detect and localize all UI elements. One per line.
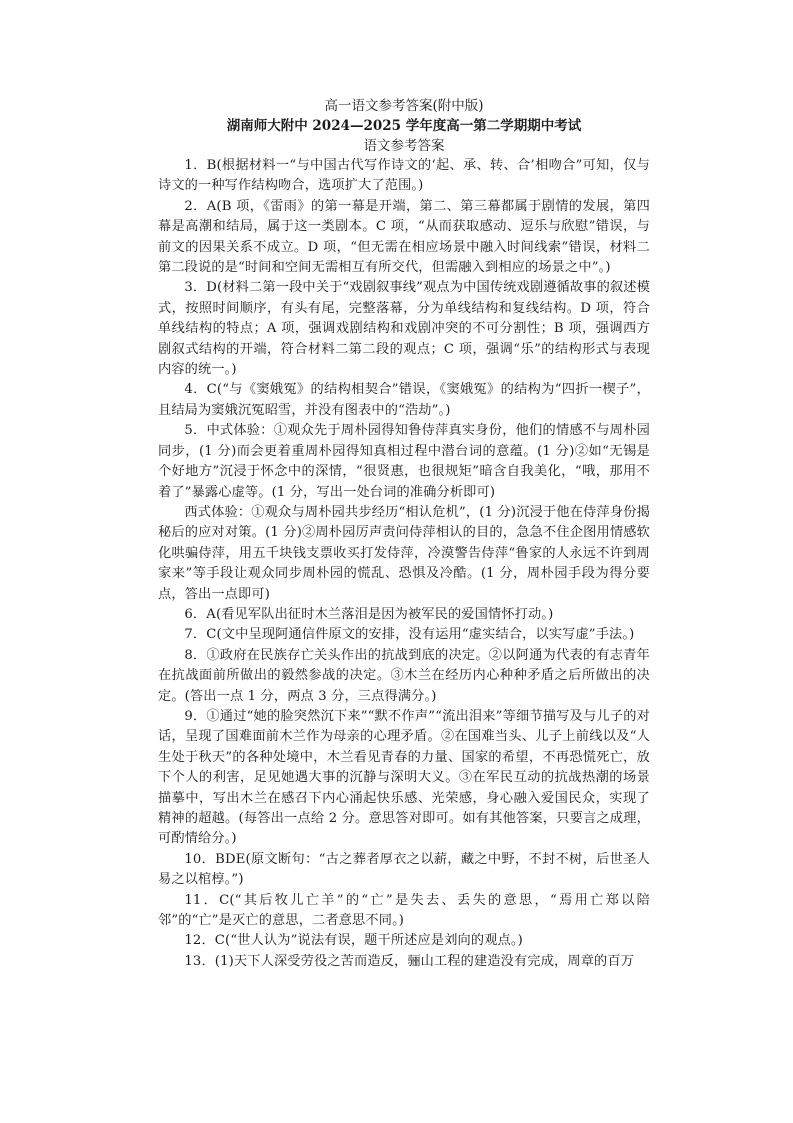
answer-2: 2．A(B 项，《雷雨》的第一幕是开端，第二、第三幕都属于剧情的发展，第四幕是高潮和结局，属于这一类剧本。C 项，“从而获取感动、逗乐与欣慰”错误，与前文的因果关系不成立。D 项，“但无需在相应场景中融入时间线索”错误，材料二第二段说的是“时间和空间无需相互有所交代，但需融入到相应的场景之中”。)	[158, 198, 650, 276]
answer-8: 8．①政府在民族存亡关头作出的抗战到底的决定。②以阿通为代表的有志青年在抗战面前所做出的毅然参战的决定。③木兰在经历内心种种矛盾之后所做出的决定。(答出一点 1 分，两点 3 分，三点得满分。)	[158, 647, 650, 704]
answer-5-western-style: 西式体验：①观众与周朴园共步经历“相认危机”，(1 分)沉浸于他在侍萍身份揭秘后的应对对策。(1 分)②周朴园厉声责问侍萍相认的目的，急急不住企图用情感软化哄骗侍萍，用五千块钱支票收买打发侍萍，冷漠警告侍萍“鲁家的人永远不许到周家来”等手段让观众同步周朴园的慌乱、恐惧及冷酷。(1 分，周朴园手段为得分要点，答出一点即可)	[158, 504, 650, 602]
answer-6: 6．A(看见军队出征时木兰落泪是因为被军民的爱国情怀打动。)	[184, 606, 554, 622]
answer-10: 10．BDE(原文断句：“古之葬者厚衣之以薪，藏之中野，不封不树，后世圣人易之以棺椁。”)	[158, 851, 650, 888]
answer-11: 11．C(“其后牧儿亡羊”的“亡”是失去、丢失的意思，“焉用亡郑以陪邻”的“亡”是灭亡的意思，二者意思不同。)	[158, 892, 650, 929]
answer-sheet-page	[158, 96, 650, 972]
answer-3: 3．D(材料二第一段中关于“戏剧叙事线”观点为中国传统戏剧遵循故事的叙述模式，按照时间顺序，有头有尾，完整落幕，分为单线结构和复线结构。D 项，符合单线结构的特点；A 项，强调戏剧结构和戏剧冲突的不可分割性；B 项，强调西方剧叙式结构的开端，符合材料二第二段的观点；C 项，强调“乐”的结构形式与表现内容的统一。)	[158, 280, 650, 378]
answer-12: 12．C(“世人认为”说法有误，题干所述应是刘向的观点。)	[184, 933, 523, 949]
answer-7: 7．C(文中呈现阿通信件原文的安排，没有运用“虚实结合，以实写虚”手法。)	[184, 627, 635, 643]
answer-4: 4．C(“与《窦娥冤》的结构相契合”错误，《窦娥冤》的结构为“四折一楔子”，且结局为窦娥沉冤昭雪，并没有图表中的“浩劫”。)	[158, 382, 650, 418]
exam-title: 湖南师大附中 2024—2025 学年度高一第二学期期中考试	[226, 118, 582, 134]
answer-13: 13．(1)天下人深受劳役之苦而造反，骊山工程的建造没有完成，周章的百万	[184, 953, 635, 969]
answer-1: 1．B(根据材料一“与中国古代写作诗文的‘起、承、转、合’相吻合”可知，仅与诗文的一种写作结构吻合，选项扩大了范围。)	[158, 158, 650, 194]
doc-subtitle: 语文参考答案	[363, 138, 445, 154]
answer-5-chinese-style: 5．中式体验：①观众先于周朴园得知鲁侍萍真实身份，他们的情感不与周朴园同步，(1 分)而会更着重周朴园得知真相过程中潜台词的意蕴。(1 分)②如“无锡是个好地方”沉浸于怀念中的深情，“很贤惠，也很规矩”暗含自我美化，“哦，那用不着了”暴露心虚等。(1 分，写出一处台词的准确分析即可)	[158, 423, 650, 500]
answer-9: 9．①通过“她的脸突然沉下来”“默不作声”“流出泪来”等细节描写及与儿子的对话，呈现了国难面前木兰作为母亲的心理矛盾。②在国难当头、儿子上前线以及“人生处于秋天”的各种处境中，木兰看见青春的力量、国家的希望，不再恐慌死亡，放下个人的利害，足见她遇大事的沉静与深明大义。③在军民互动的抗战热潮的场景描摹中，写出木兰在感召下内心涌起快乐感、光荣感，身心融入爱国民众，实现了精神的超越。(每答出一点给 2 分。意思答对即可。如有其他答案，只要言之成理，可酌情给分。)	[158, 708, 650, 847]
doc-title: 高一语文参考答案(附中版)	[324, 98, 484, 114]
